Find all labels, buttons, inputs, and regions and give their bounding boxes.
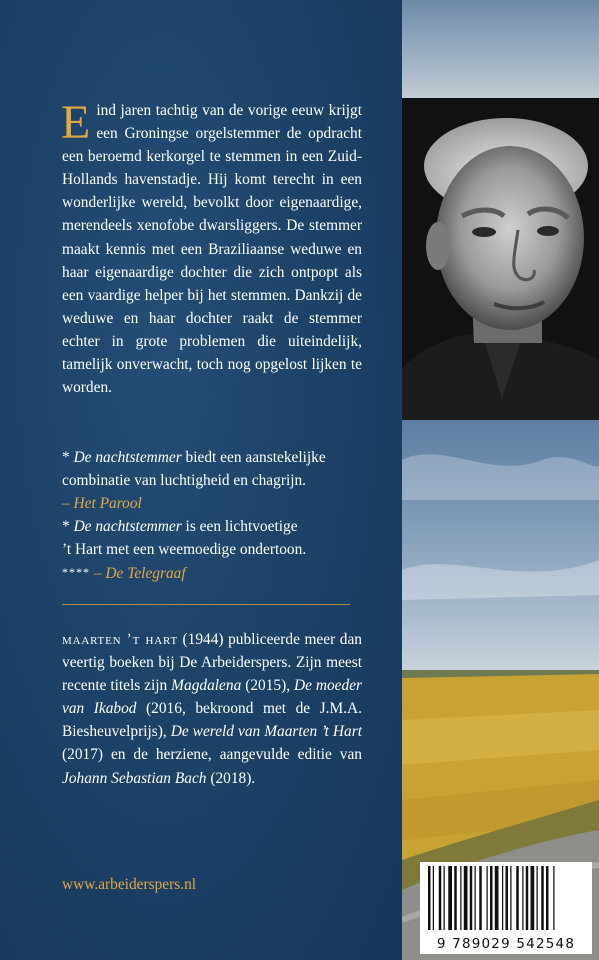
barcode-bar xyxy=(448,866,452,930)
bio-text: (2015), xyxy=(241,677,294,695)
publisher-website: www.arbeiderspers.nl xyxy=(62,876,197,893)
star-rating: **** xyxy=(62,565,90,580)
bio-text: (2016, bekroond met de J.M.A. Biesheuvelprijs), xyxy=(62,700,362,741)
barcode-bar xyxy=(531,866,535,930)
barcode-bar xyxy=(495,866,499,930)
book-title: Johann Sebastian Bach xyxy=(62,769,207,787)
review-book-title: De nachtstemmer xyxy=(73,518,182,536)
barcode-bar xyxy=(510,866,511,930)
barcode-bar xyxy=(516,866,519,930)
barcode-bars xyxy=(420,862,592,932)
photo-strip xyxy=(402,0,599,960)
barcode-bar xyxy=(470,866,473,930)
barcode-bar xyxy=(454,866,457,930)
author-name: maarten ’t hart xyxy=(62,631,178,648)
barcode-bar xyxy=(490,866,493,930)
isbn-barcode xyxy=(420,862,592,954)
portrait-drawing xyxy=(402,98,599,420)
press-quotes xyxy=(62,446,362,586)
barcode-bar xyxy=(502,866,503,930)
barcode-bar xyxy=(460,866,461,930)
bio-text: (1944) publiceerde meer dan veertig boeken bij De Arbeiderspers. Zijn meest recente titels zijn xyxy=(62,631,362,695)
blurb-text: ind jaren tachtig van de vorige eeuw krijgt een Groningse orgelstemmer de opdracht een beroemd kerkorgel te stemmen in een Zuid-Hollands havenstadje. Hij komt terecht in een wonderlijke wereld, bevolkt door eigenaardige, merendeels xenofobe dwarsliggers. De stemmer maakt kennis met een Braziliaanse weduwe en haar eigenaardige dochter die zich ontpopt als een vaardige helper bij het stemmen. Dankzij de weduwe en haar dochter raakt de stemmer echter in grote problemen die uiteindelijk, tamelijk onverwacht, toch nog opgelost lijken te worden. xyxy=(62,102,362,397)
review-source xyxy=(62,492,362,515)
review-book-title: De nachtstemmer xyxy=(73,449,182,466)
isbn-number: 9 789029 542548 xyxy=(436,936,576,952)
author-bio xyxy=(62,628,362,790)
barcode-bar xyxy=(479,866,482,930)
section-divider xyxy=(62,604,350,605)
barcode-bar xyxy=(487,866,488,930)
barcode-bar xyxy=(537,866,538,930)
bio-text: (2017) en de herziene, aangevulde editie van xyxy=(62,746,362,764)
review-source-name: – Het Parool xyxy=(62,495,142,513)
barcode-bar xyxy=(546,866,549,930)
book-title: De moeder van Ikabod xyxy=(62,677,363,718)
review-quote-line xyxy=(62,515,362,538)
barcode-bar xyxy=(428,866,431,930)
review-text-line: ’t Hart met een weemoedige ondertoon. xyxy=(62,541,307,559)
book-title: Magdalena xyxy=(171,677,242,695)
barcode-bar xyxy=(553,866,554,930)
barcode-bar xyxy=(439,866,442,930)
review-text: biedt een aanstekelijke xyxy=(181,449,326,466)
barcode-bar xyxy=(433,866,434,930)
asterisk-bullet: * xyxy=(62,518,70,536)
asterisk-bullet: * xyxy=(62,449,70,466)
sky-photo xyxy=(402,0,599,98)
barcode-bar xyxy=(522,866,523,930)
barcode-bar xyxy=(506,866,509,930)
review-text-line: combinatie van luchtigheid en chagrijn. xyxy=(62,472,307,490)
book-title: De wereld van Maarten ’t Hart xyxy=(170,723,362,741)
barcode-bar xyxy=(526,866,529,930)
review-source xyxy=(62,561,362,585)
book-blurb xyxy=(61,96,362,399)
bio-text: (2018). xyxy=(206,769,256,787)
author-portrait xyxy=(402,98,599,420)
review-source-name: – De Telegraaf xyxy=(93,565,186,583)
barcode-bar xyxy=(475,866,476,930)
barcode-bar xyxy=(464,866,468,930)
barcode-bar xyxy=(541,866,544,930)
barcode-bar xyxy=(444,866,445,930)
review-quote-line xyxy=(62,446,362,469)
drop-cap: E xyxy=(61,96,91,149)
review-text: is een lichtvoetige xyxy=(181,518,298,536)
